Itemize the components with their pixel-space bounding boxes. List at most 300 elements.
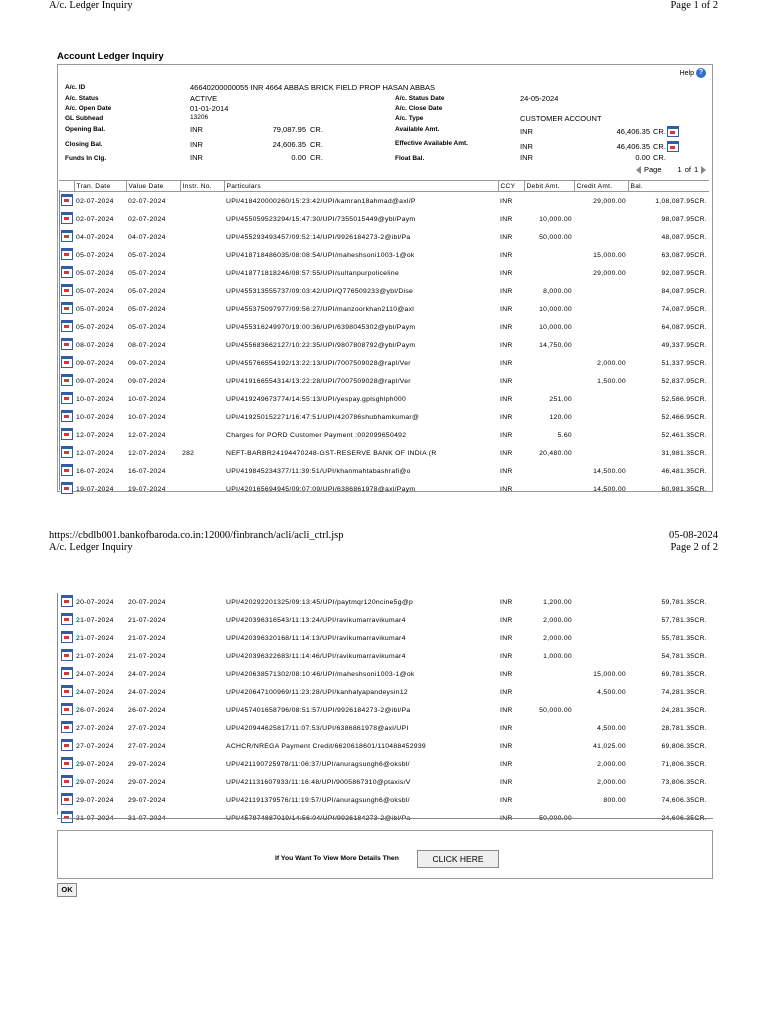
cell-debit-amt xyxy=(524,354,574,372)
scroll-track-left xyxy=(59,190,60,490)
cell-instr-no xyxy=(180,318,224,336)
cell-icon xyxy=(59,444,74,462)
cell-value-date: 10-07-2024 xyxy=(128,395,166,403)
cell-debit-amt: 251.00 xyxy=(549,395,572,403)
cell-balance: 57,781.35CR. xyxy=(661,616,707,624)
cell-balance: 54,781.35CR. xyxy=(661,652,707,660)
table-row[interactable] xyxy=(59,354,709,372)
cell-icon xyxy=(59,480,74,498)
cell-ccy: INR xyxy=(500,688,513,696)
cell-instr-no xyxy=(180,210,224,228)
gl-subhead-value: 13206 xyxy=(190,114,209,121)
cell-instr-no xyxy=(180,354,224,372)
cell-icon xyxy=(59,701,74,719)
cell-particulars: UPI/455313555737/09:03:42/UPI/Q776509233@ybl/Dise xyxy=(226,287,414,295)
cell-icon xyxy=(59,611,74,629)
cell-value-date: 29-07-2024 xyxy=(128,760,166,768)
ledger-table-continued xyxy=(59,593,709,827)
cell-instr-no xyxy=(180,192,224,211)
float-bal-label: Float Bal. xyxy=(395,155,425,162)
cell-instr-no xyxy=(180,426,224,444)
cell-credit-amt: 29,000.00 xyxy=(593,269,626,277)
cell-value-date: 10-07-2024 xyxy=(128,413,166,421)
cell-instr-no xyxy=(180,665,224,683)
available-amt-calendar-icon[interactable] xyxy=(667,126,679,137)
cell-tran-date: 04-07-2024 xyxy=(76,233,114,241)
cell-particulars: UPI/420396322683/11:14:46/UPI/ravikumarravikumar4 xyxy=(226,652,406,660)
cell-icon xyxy=(59,318,74,336)
available-amt-ccy: INR xyxy=(520,127,533,136)
cell-value-date: 05-07-2024 xyxy=(128,251,166,259)
float-bal-suffix: CR. xyxy=(653,153,666,162)
float-bal-ccy: INR xyxy=(520,153,533,162)
calendar-icon[interactable] xyxy=(61,392,73,404)
table-row[interactable] xyxy=(59,426,709,444)
opening-bal-value: 79,087.95 xyxy=(272,125,306,134)
cell-debit-amt xyxy=(524,755,574,773)
cell-value-date: 24-07-2024 xyxy=(128,688,166,696)
cell-value-date: 20-07-2024 xyxy=(128,598,166,606)
calendar-icon[interactable] xyxy=(61,793,73,805)
cell-balance: 46,481.35CR. xyxy=(661,467,707,475)
cell-balance: 55,781.35CR. xyxy=(661,634,707,642)
cell-ccy: INR xyxy=(500,742,513,750)
pager xyxy=(636,165,706,174)
cell-credit-amt: 4,500.00 xyxy=(597,724,626,732)
cell-debit-amt: 20,480.00 xyxy=(539,449,572,457)
cell-ccy: INR xyxy=(500,323,513,331)
cell-ccy: INR xyxy=(500,598,513,606)
table-row[interactable] xyxy=(59,462,709,480)
cell-debit-amt: 2,000.00 xyxy=(543,634,572,642)
cell-instr-no xyxy=(180,264,224,282)
cell-balance: 98,087.95CR. xyxy=(661,215,707,223)
cell-debit-amt xyxy=(524,737,574,755)
cell-balance: 71,806.35CR. xyxy=(661,760,707,768)
cell-particulars: UPI/420944625817/11:07:53/UPI/6386861978@axl/UPI xyxy=(226,724,409,732)
cell-credit-amt xyxy=(574,408,628,426)
funds-clg-ccy: INR xyxy=(190,153,203,162)
table-row[interactable] xyxy=(59,372,709,390)
cell-value-date: 09-07-2024 xyxy=(128,359,166,367)
cell-tran-date: 20-07-2024 xyxy=(76,598,114,606)
cell-debit-amt: 8,000.00 xyxy=(543,287,572,295)
account-status-label: A/c. Status xyxy=(65,95,99,102)
cell-value-date: 05-07-2024 xyxy=(128,305,166,313)
cell-particulars: UPI/455293493457/09:52:14/UPI/9926184273-2@ibl/Pa xyxy=(226,233,411,241)
cell-tran-date: 10-07-2024 xyxy=(76,413,114,421)
cell-value-date: 29-07-2024 xyxy=(128,778,166,786)
cell-value-date: 27-07-2024 xyxy=(128,742,166,750)
prev-page-icon[interactable] xyxy=(636,166,641,174)
cell-icon xyxy=(59,462,74,480)
cell-ccy: INR xyxy=(500,395,513,403)
funds-clg-label: Funds In Clg. xyxy=(65,155,107,162)
cell-ccy: INR xyxy=(500,652,513,660)
cell-particulars: UPI/419250152271/16:47:51/UPI/420786shubhamkumar@ xyxy=(226,413,420,421)
cell-ccy: INR xyxy=(500,796,513,804)
cell-value-date: 12-07-2024 xyxy=(128,449,166,457)
table-row[interactable] xyxy=(59,408,709,426)
click-here-button[interactable]: CLICK HERE xyxy=(417,850,499,868)
cell-ccy: INR xyxy=(500,215,513,223)
cell-credit-amt xyxy=(574,701,628,719)
cell-value-date: 27-07-2024 xyxy=(128,724,166,732)
cell-instr-no xyxy=(180,611,224,629)
cell-balance: 1,08,087.95CR. xyxy=(655,197,707,205)
cell-particulars: UPI/418420000260/15:23:42/UPI/kamran18ahmad@axl/P xyxy=(226,197,416,205)
cell-icon xyxy=(59,282,74,300)
cell-instr-no xyxy=(180,701,224,719)
cell-balance: 31,981.35CR. xyxy=(661,449,707,457)
cell-value-date: 21-07-2024 xyxy=(128,634,166,642)
cell-tran-date: 21-07-2024 xyxy=(76,634,114,642)
cell-balance: 63,087.95CR. xyxy=(661,251,707,259)
calendar-icon[interactable] xyxy=(61,775,73,787)
effective-amt-value: 46,406.35 xyxy=(616,142,650,151)
cell-credit-amt xyxy=(574,300,628,318)
available-amt-value: 46,406.35 xyxy=(616,127,650,136)
cell-debit-amt: 2,000.00 xyxy=(543,616,572,624)
table-row[interactable] xyxy=(59,210,709,228)
cell-instr-no xyxy=(180,593,224,611)
account-id-value: 46640200000055 INR 4664 ABBAS BRICK FIELD PROP HASAN ABBAS xyxy=(190,83,435,92)
cell-tran-date: 12-07-2024 xyxy=(76,431,114,439)
cell-instr-no: 282 xyxy=(182,449,195,457)
calendar-icon[interactable] xyxy=(61,428,73,440)
cell-ccy: INR xyxy=(500,359,513,367)
table-row[interactable] xyxy=(59,737,709,755)
cell-tran-date: 24-07-2024 xyxy=(76,670,114,678)
table-row[interactable] xyxy=(59,629,709,647)
cell-particulars: UPI/420396316543/11:13:24/UPI/ravikumarravikumar4 xyxy=(226,616,406,624)
cell-icon xyxy=(59,354,74,372)
cell-ccy: INR xyxy=(500,778,513,786)
cell-credit-amt xyxy=(574,629,628,647)
cell-particulars: UPI/418718486035/08:08:54/UPI/maheshsoni1003-1@ok xyxy=(226,251,415,259)
table-row[interactable] xyxy=(59,264,709,282)
cell-ccy: INR xyxy=(500,467,513,475)
col-debit[interactable]: Debit Amt. xyxy=(524,181,574,192)
calendar-icon[interactable] xyxy=(61,320,73,332)
available-amt-suffix: CR. xyxy=(653,127,666,136)
cell-credit-amt: 29,000.00 xyxy=(593,197,626,205)
cell-tran-date: 12-07-2024 xyxy=(76,449,114,457)
cell-credit-amt xyxy=(574,336,628,354)
cell-instr-no xyxy=(180,755,224,773)
calendar-icon[interactable] xyxy=(61,667,73,679)
cell-tran-date: 16-07-2024 xyxy=(76,467,114,475)
table-row[interactable] xyxy=(59,282,709,300)
cell-debit-amt: 14,750.00 xyxy=(539,341,572,349)
cell-particulars: UPI/455316249970/19:00:36/UPI/6398045302@ybl/Paym xyxy=(226,323,416,331)
cell-tran-date: 05-07-2024 xyxy=(76,323,114,331)
print-header-page: Page 1 of 2 xyxy=(670,0,718,11)
cell-tran-date: 29-07-2024 xyxy=(76,760,114,768)
calendar-icon[interactable] xyxy=(61,649,73,661)
cell-icon xyxy=(59,683,74,701)
cell-credit-amt xyxy=(574,318,628,336)
cell-balance: 69,781.35CR. xyxy=(661,670,707,678)
col-credit[interactable]: Credit Amt. xyxy=(574,181,628,192)
cell-balance: 52,461.35CR. xyxy=(661,431,707,439)
col-bal[interactable]: Bal. xyxy=(628,181,709,192)
table-row[interactable] xyxy=(59,300,709,318)
cell-debit-amt: 10,000.00 xyxy=(539,215,572,223)
cell-instr-no xyxy=(180,480,224,498)
col-icon xyxy=(59,181,74,192)
cell-icon xyxy=(59,228,74,246)
cell-credit-amt: 15,000.00 xyxy=(593,670,626,678)
table-row[interactable] xyxy=(59,246,709,264)
table-row[interactable] xyxy=(59,390,709,408)
cell-tran-date: 21-07-2024 xyxy=(76,652,114,660)
close-date-label: A/c. Close Date xyxy=(395,105,443,112)
cell-icon xyxy=(59,210,74,228)
calendar-icon[interactable] xyxy=(61,266,73,278)
cell-instr-no xyxy=(180,300,224,318)
table-row[interactable] xyxy=(59,318,709,336)
closing-bal-suffix: CR. xyxy=(310,140,323,149)
cell-balance: 52,586.95CR. xyxy=(661,395,707,403)
gl-subhead-label: GL Subhead xyxy=(65,115,104,122)
col-instr-no[interactable]: Instr. No. xyxy=(180,181,224,192)
cell-particulars: UPI/420638571302/08:10:46/UPI/maheshsoni1003-1@ok xyxy=(226,670,415,678)
table-row[interactable] xyxy=(59,611,709,629)
cell-debit-amt xyxy=(524,773,574,791)
cell-ccy: INR xyxy=(500,305,513,313)
table-row[interactable] xyxy=(59,719,709,737)
cell-value-date: 09-07-2024 xyxy=(128,377,166,385)
calendar-icon[interactable] xyxy=(61,739,73,751)
calendar-icon[interactable] xyxy=(61,284,73,296)
cell-balance: 74,606.35CR. xyxy=(661,796,707,804)
cell-particulars: UPI/455059523294/15:47:30/UPI/7355015449@ybl/Paym xyxy=(226,215,416,223)
cell-ccy: INR xyxy=(500,760,513,768)
cell-value-date: 16-07-2024 xyxy=(128,467,166,475)
cell-debit-amt xyxy=(524,372,574,390)
cell-icon xyxy=(59,737,74,755)
calendar-icon[interactable] xyxy=(61,811,73,823)
table-row[interactable] xyxy=(59,444,709,462)
calendar-icon[interactable] xyxy=(61,194,73,206)
page-title: Account Ledger Inquiry xyxy=(57,51,164,62)
col-particulars[interactable]: Particulars xyxy=(224,181,498,192)
cell-particulars: UPI/455375097977/09:56:27/UPI/manzoorkhan2110@axl xyxy=(226,305,415,313)
cell-credit-amt xyxy=(574,647,628,665)
cell-credit-amt: 14,500.00 xyxy=(593,467,626,475)
open-date-label: A/c. Open Date xyxy=(65,105,112,112)
cell-value-date: 21-07-2024 xyxy=(128,652,166,660)
closing-bal-value: 24,606.35 xyxy=(272,140,306,149)
cell-tran-date: 05-07-2024 xyxy=(76,305,114,313)
table-row[interactable] xyxy=(59,593,709,611)
cell-balance: 74,087.95CR. xyxy=(661,305,707,313)
cell-instr-no xyxy=(180,791,224,809)
cell-tran-date: 09-07-2024 xyxy=(76,359,114,367)
calendar-icon[interactable] xyxy=(61,374,73,386)
cell-instr-no xyxy=(180,246,224,264)
cell-credit-amt xyxy=(574,282,628,300)
cell-ccy: INR xyxy=(500,485,513,493)
cell-credit-amt xyxy=(574,210,628,228)
cell-particulars: UPI/421190725978/11:06:37/UPI/anuragsungh6@oksbl/ xyxy=(226,760,410,768)
cell-icon xyxy=(59,665,74,683)
calendar-icon[interactable] xyxy=(61,212,73,224)
table-row[interactable] xyxy=(59,773,709,791)
ledger-table xyxy=(59,180,709,498)
col-tran-date[interactable]: Tran. Date xyxy=(74,181,126,192)
cell-particulars: UPI/420396320168/11:14:13/UPI/ravikumarravikumar4 xyxy=(226,634,406,642)
cell-tran-date: 02-07-2024 xyxy=(76,197,114,205)
cell-icon xyxy=(59,791,74,809)
print-header-page-2: Page 2 of 2 xyxy=(670,542,718,553)
effective-amt-calendar-icon[interactable] xyxy=(667,141,679,152)
calendar-icon[interactable] xyxy=(61,721,73,733)
opening-bal-ccy: INR xyxy=(190,125,203,134)
cell-credit-amt: 1,500.00 xyxy=(597,377,626,385)
cell-credit-amt xyxy=(574,444,628,462)
cell-ccy: INR xyxy=(500,233,513,241)
calendar-icon[interactable] xyxy=(61,685,73,697)
table-row[interactable] xyxy=(59,647,709,665)
cell-ccy: INR xyxy=(500,413,513,421)
calendar-icon[interactable] xyxy=(61,631,73,643)
table-row[interactable] xyxy=(59,701,709,719)
cell-debit-amt: 120.00 xyxy=(549,413,572,421)
cell-value-date: 02-07-2024 xyxy=(128,215,166,223)
pager-label: Page xyxy=(644,165,662,174)
calendar-icon[interactable] xyxy=(61,595,73,607)
cell-icon xyxy=(59,390,74,408)
help-icon[interactable]: ? xyxy=(696,68,706,78)
help-link[interactable] xyxy=(680,68,706,78)
cell-tran-date: 10-07-2024 xyxy=(76,395,114,403)
calendar-icon[interactable] xyxy=(61,464,73,476)
cell-ccy: INR xyxy=(500,670,513,678)
calendar-icon[interactable] xyxy=(61,248,73,260)
cell-instr-no xyxy=(180,719,224,737)
cell-particulars: UPI/421191379576/11:19:57/UPI/anuragsungh6@oksbl/ xyxy=(226,796,410,804)
cell-balance: 28,781.35CR. xyxy=(661,724,707,732)
cell-balance: 48,087.95CR. xyxy=(661,233,707,241)
cell-instr-no xyxy=(180,737,224,755)
calendar-icon[interactable] xyxy=(61,356,73,368)
next-page-icon[interactable] xyxy=(701,166,706,174)
cell-instr-no xyxy=(180,683,224,701)
cell-debit-amt xyxy=(524,683,574,701)
cell-balance: 73,806.35CR. xyxy=(661,778,707,786)
calendar-icon[interactable] xyxy=(61,482,73,494)
cell-icon xyxy=(59,647,74,665)
cell-debit-amt: 1,200.00 xyxy=(543,598,572,606)
account-type-label: A/c. Type xyxy=(395,115,424,122)
col-value-date[interactable]: Value Date xyxy=(126,181,180,192)
cell-value-date: 21-07-2024 xyxy=(128,616,166,624)
cell-instr-no xyxy=(180,629,224,647)
calendar-icon[interactable] xyxy=(61,338,73,350)
cell-credit-amt: 41,025.00 xyxy=(593,742,626,750)
cell-credit-amt: 2,000.00 xyxy=(597,359,626,367)
cell-icon xyxy=(59,246,74,264)
calendar-icon[interactable] xyxy=(61,302,73,314)
cell-icon xyxy=(59,755,74,773)
table-row[interactable] xyxy=(59,480,709,498)
open-date-value: 01-01-2014 xyxy=(190,104,229,113)
cell-balance: 69,806.35CR. xyxy=(661,742,707,750)
pager-total: 1 xyxy=(693,165,699,174)
calendar-icon[interactable] xyxy=(61,757,73,769)
cell-credit-amt: 2,000.00 xyxy=(597,778,626,786)
calendar-icon[interactable] xyxy=(61,613,73,625)
cell-tran-date: 05-07-2024 xyxy=(76,251,114,259)
cell-credit-amt xyxy=(574,593,628,611)
cell-balance: 51,337.95CR. xyxy=(661,359,707,367)
cell-particulars: UPI/420647100969/11:23:28/UPI/kanhalyapandeysin12 xyxy=(226,688,408,696)
calendar-icon[interactable] xyxy=(61,703,73,715)
cell-debit-amt xyxy=(524,480,574,498)
table-row[interactable] xyxy=(59,336,709,354)
cell-particulars: UPI/419166554314/13:22:28/UPI/7007509028@rapl/Ver xyxy=(226,377,411,385)
print-header-title: A/c. Ledger Inquiry xyxy=(49,0,133,11)
cell-value-date: 08-07-2024 xyxy=(128,341,166,349)
calendar-icon[interactable] xyxy=(61,410,73,422)
cell-instr-no xyxy=(180,282,224,300)
col-ccy[interactable]: CCY xyxy=(498,181,524,192)
table-row[interactable] xyxy=(59,683,709,701)
cell-tran-date: 19-07-2024 xyxy=(76,485,114,493)
cell-credit-amt xyxy=(574,390,628,408)
table-row[interactable] xyxy=(59,228,709,246)
cell-tran-date: 27-07-2024 xyxy=(76,742,114,750)
cell-value-date: 05-07-2024 xyxy=(128,323,166,331)
cell-debit-amt xyxy=(524,462,574,480)
cell-balance: 59,781.35CR. xyxy=(661,598,707,606)
cell-value-date: 29-07-2024 xyxy=(128,796,166,804)
status-date-label: A/c. Status Date xyxy=(395,95,445,102)
cell-ccy: INR xyxy=(500,634,513,642)
cell-tran-date: 09-07-2024 xyxy=(76,377,114,385)
print-header-title-2: A/c. Ledger Inquiry xyxy=(49,542,133,553)
cell-instr-no xyxy=(180,336,224,354)
cell-tran-date: 29-07-2024 xyxy=(76,778,114,786)
table-row[interactable] xyxy=(59,791,709,809)
cell-credit-amt: 14,500.00 xyxy=(593,485,626,493)
calendar-icon[interactable] xyxy=(61,446,73,458)
cell-credit-amt: 800.00 xyxy=(603,796,626,804)
calendar-icon[interactable] xyxy=(61,230,73,242)
cell-balance: 84,087.95CR. xyxy=(661,287,707,295)
ok-button[interactable]: OK xyxy=(57,883,77,897)
cell-icon xyxy=(59,192,74,211)
cell-balance: 92,087.95CR. xyxy=(661,269,707,277)
cell-icon xyxy=(59,426,74,444)
cell-value-date: 26-07-2024 xyxy=(128,706,166,714)
cell-ccy: INR xyxy=(500,251,513,259)
table-row[interactable] xyxy=(59,665,709,683)
cell-icon xyxy=(59,593,74,611)
cell-balance: 60,981.35CR. xyxy=(661,485,707,493)
cell-credit-amt: 4,500.00 xyxy=(597,688,626,696)
cell-icon xyxy=(59,773,74,791)
table-row[interactable] xyxy=(59,755,709,773)
table-row[interactable] xyxy=(59,192,709,211)
cell-ccy: INR xyxy=(500,449,513,457)
cell-debit-amt: 10,000.00 xyxy=(539,323,572,331)
cell-ccy: INR xyxy=(500,341,513,349)
cell-value-date: 24-07-2024 xyxy=(128,670,166,678)
cell-ccy: INR xyxy=(500,706,513,714)
